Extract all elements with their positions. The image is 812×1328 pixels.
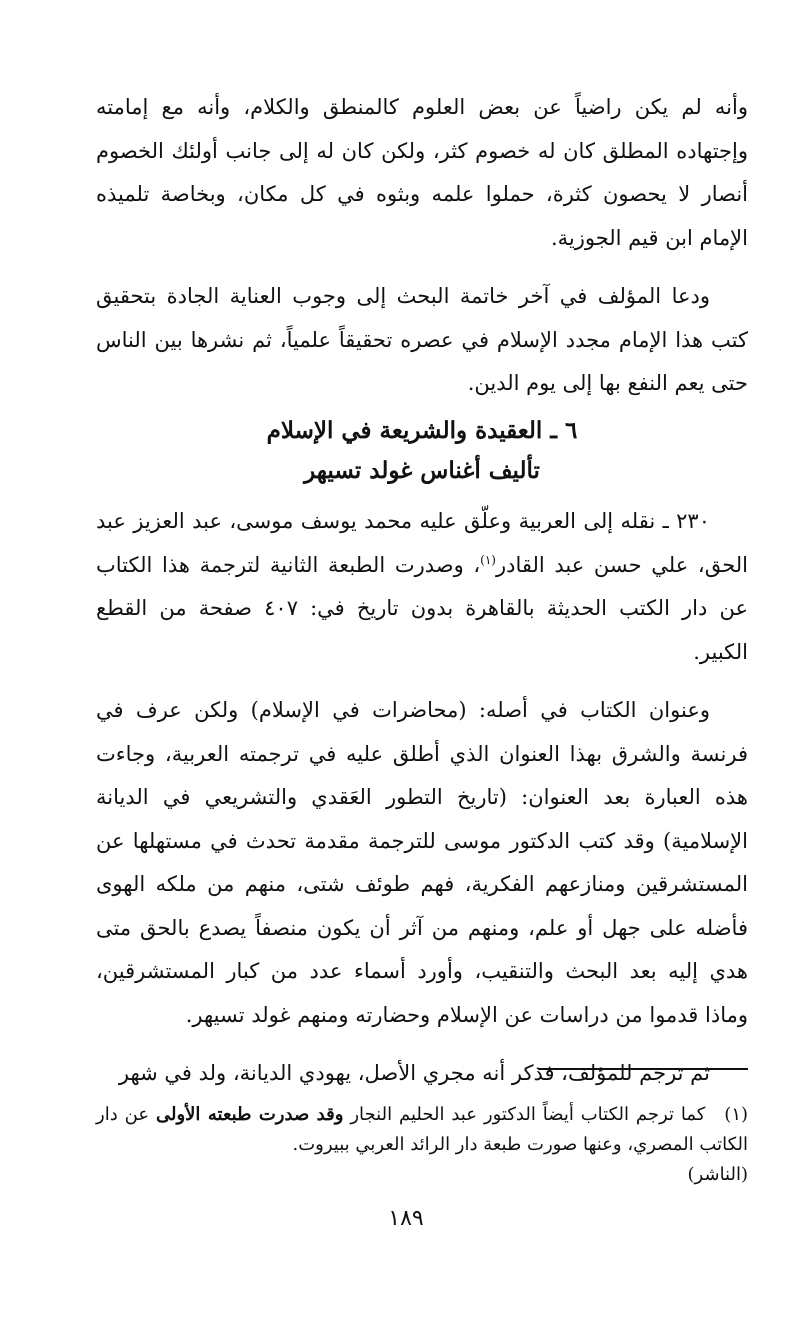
paragraph-intro: وأنه لم يكن راضياً عن بعض العلوم كالمنطق والكلام، وأنه مع إمامته وإجتهاده المطلق كان له خصوم كثر، ولكن كان له إلى جانب أولئك الخصوم أنصار لا يحصون كثرة، حملوا علمه وبثوه في كل مكان، وبخاصة تلميذه الإمام ابن قيم الجوزية. (96, 95, 748, 250)
publisher-note: (الناشر) (687, 1164, 748, 1185)
section-body (96, 500, 748, 1111)
footnote (96, 1100, 748, 1190)
footnote-bold-text: وقد صدرت طبعته الأولى (155, 1104, 344, 1125)
title-paragraph: وعنوان الكتاب في أصله: (محاضرات في الإسلام) ولكن عرف في فرنسة والشرق بهذا العنوان الذي أطلق عليه في ترجمته العربية، وجاءت هذه العبارة بعد العنوان: (تاريخ التطور العَقدي والتشريعي في الديانة الإسلامية) وقد كتب الدكتور موسى للترجمة مقدمة تحدث في مستهلها عن المستشرقين ومنازعهم الفكرية، فهم طوئف شتى، منهم من ملكه الهوى فأضله على جهل أو علم، ومنهم من آثر أن يكون منصفاً يصدع بالحق متى هدي إليه بعد البحث والتنقيب، وأورد أسماء عدد من كبار المستشرقين، وماذا قدموا من دراسات عن الإسلام وحضارته ومنهم غولد تسيهر. (96, 698, 748, 1027)
section-title: ٦ ـ العقيدة والشريعة في الإسلام (266, 417, 578, 444)
author-paragraph: ثم ترجم للمؤلف، فذكر أنه مجري الأصل، يهودي الديانة، ولد في شهر (118, 1061, 710, 1085)
footnote-text-rest: عن دار الكاتب المصري، وعنها صورت طبعة دار الرائد العربي ببيروت. (96, 1104, 748, 1155)
body-text (96, 86, 748, 421)
footnote-marker: (١) (724, 1104, 749, 1125)
footnote-divider (538, 1068, 748, 1070)
section-author-line: تأليف أغناس غولد تسيهر (304, 457, 540, 484)
page-number: ١٨٩ (388, 1206, 424, 1231)
paragraph-conclusion: ودعا المؤلف في آخر خاتمة البحث إلى وجوب العناية الجادة بتحقيق كتب هذا الإمام مجدد الإسلام في عصره تحقيقاً علمياً، ثم نشرها بين الناس حتى يعم النفع بها إلى يوم الدين. (96, 284, 748, 395)
entry-text-start: ٢٣٠ ـ نقله إلى العربية وعلّق عليه محمد يوسف موسى، عبد العزيز عبد الحق، علي حسن عبد القادر (96, 509, 748, 577)
footnote-text: كما ترجم الكتاب أيضاً الدكتور عبد الحليم النجار (350, 1104, 706, 1125)
entry-paragraph (96, 500, 748, 674)
footnote-reference: (١) (480, 552, 496, 567)
entry-text-end: ، وصدرت الطبعة الثانية لترجمة هذا الكتاب عن دار الكتب الحديثة بالقاهرة بدون تاريخ في: ٤٠٧ صفحة من القطع الكبير. (96, 552, 748, 664)
